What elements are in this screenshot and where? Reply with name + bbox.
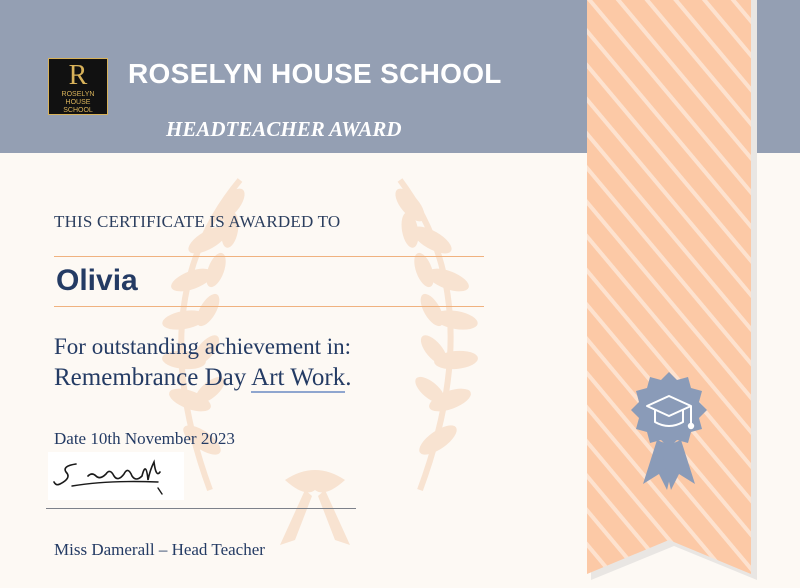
- signature-image: [48, 452, 184, 500]
- logo-text-line2: SCHOOL: [63, 107, 93, 114]
- signatory-name: Miss Damerall – Head Teacher: [54, 540, 265, 559]
- signature-line: [46, 508, 356, 509]
- signature-icon: [48, 452, 184, 500]
- school-name: ROSELYN HOUSE SCHOOL: [128, 58, 502, 89]
- logo-text-line1: ROSELYN HOUSE: [61, 91, 95, 106]
- achievement-subject-underlined: Art Work: [251, 364, 346, 391]
- ribbon-banner: [587, 0, 757, 588]
- school-logo: [48, 58, 108, 115]
- award-date: Date 10th November 2023: [54, 429, 235, 448]
- achievement-intro: For outstanding achievement in:: [54, 334, 352, 359]
- recipient-top-rule: [54, 256, 484, 257]
- logo-monogram: R: [68, 60, 88, 91]
- recipient-name: Olivia: [56, 264, 138, 297]
- achievement-subject: [54, 364, 351, 392]
- achievement-subject-plain: Remembrance Day: [54, 364, 252, 391]
- recipient-bottom-rule: [54, 306, 484, 307]
- award-title: HEADTEACHER AWARD: [166, 117, 402, 141]
- awarded-to-label: THIS CERTIFICATE IS AWARDED TO: [54, 212, 341, 231]
- achievement-suffix: .: [345, 364, 352, 391]
